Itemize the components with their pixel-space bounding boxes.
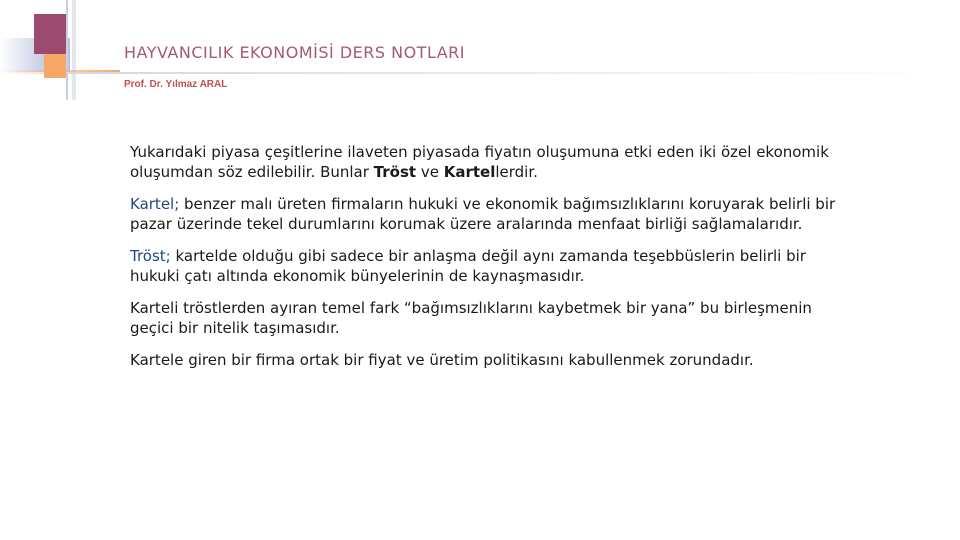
term-kartel: Kartel;	[130, 195, 180, 213]
paragraph-policy	[130, 350, 850, 370]
policy-text: Kartele giren bir firma ortak bir fiyat ve üretim politikasını kabullenmek zorundadır.	[130, 351, 754, 369]
decor-vertical-line-light	[72, 0, 76, 100]
intro-text-a: Yukarıdaki piyasa çeşitlerine ilaveten piyasada fiyatın oluşumuna etki eden iki özel ekonomik oluşumdan söz edilebilir. Bunlar	[130, 143, 829, 181]
paragraph-kartel	[130, 194, 850, 234]
paragraph-difference	[130, 298, 850, 338]
paragraph-intro	[130, 142, 850, 182]
decor-maroon-square	[34, 14, 66, 54]
intro-term-kartel: Kartel	[443, 163, 496, 181]
paragraph-trost	[130, 246, 850, 286]
decor-orange-square	[44, 54, 66, 78]
author-name: Prof. Dr. Yılmaz ARAL	[124, 79, 228, 90]
definition-kartel: benzer malı üreten firmaların hukuki ve ekonomik bağımsızlıklarını koruyarak belirli bir pazar üzerinde tekel durumlarını korumak üzere aralarında menfaat birliği sağlamalarıdır.	[130, 195, 836, 233]
intro-term-trost: Tröst	[373, 163, 417, 181]
decor-header-rule	[66, 72, 946, 74]
decor-vertical-line	[66, 0, 68, 100]
definition-trost: kartelde olduğu gibi sadece bir anlaşma değil aynı zamanda teşebbüslerin belirli bir hukuki çatı altında ekonomik bünyelerinin de kaynaşmasıdır.	[130, 247, 806, 285]
slide-body	[130, 142, 850, 382]
intro-text-b: ve	[416, 163, 444, 181]
term-trost: Tröst;	[130, 247, 171, 265]
difference-text: Karteli tröstlerden ayıran temel fark “bağımsızlıklarını kaybetmek bir yana” bu birleşmenin geçici bir nitelik taşımasıdır.	[130, 299, 812, 337]
page-title: HAYVANCILIK EKONOMİSİ DERS NOTLARI	[124, 43, 465, 62]
intro-text-c: lerdir.	[495, 163, 538, 181]
